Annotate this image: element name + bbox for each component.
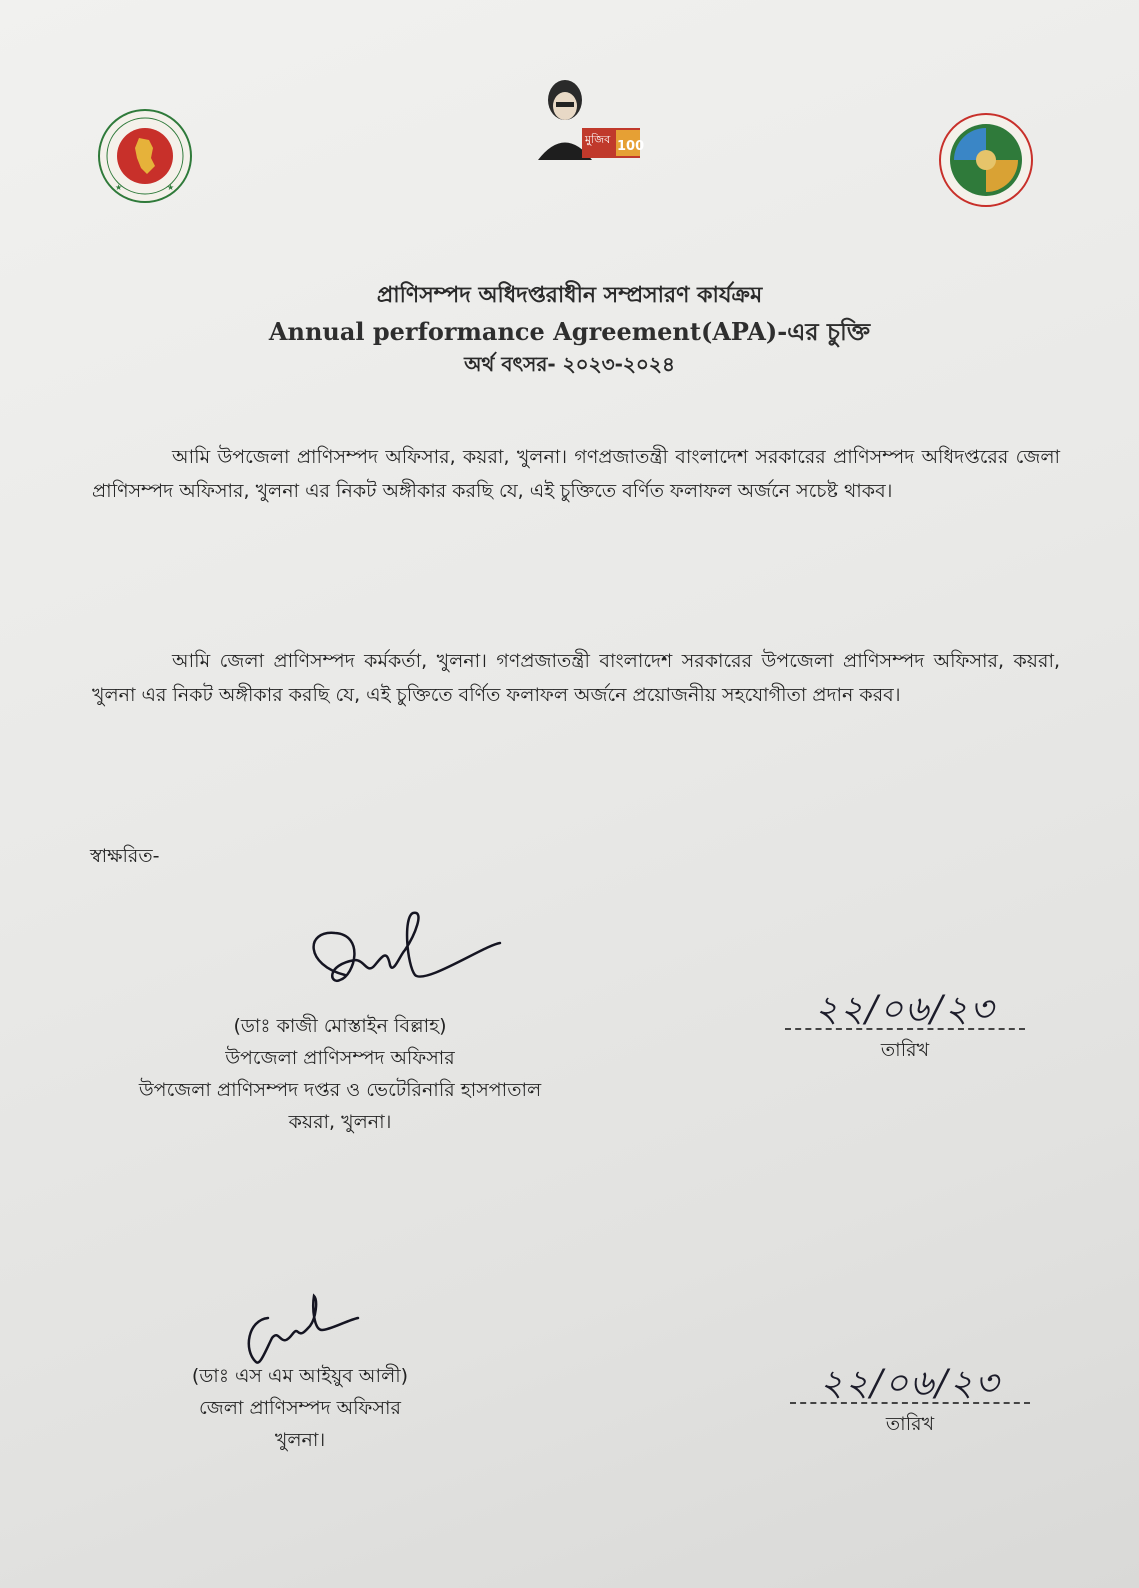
- date-label: তারিখ: [885, 1413, 935, 1435]
- agreement-title: Annual performance Agreement(APA)-এর চুক্তি: [268, 317, 871, 346]
- handwritten-date: ২২/০৬/২৩: [819, 1363, 1001, 1404]
- signatory-upazila-block: [95, 1010, 585, 1138]
- date-field-district: [785, 1356, 1035, 1442]
- signatory-name: (ডাঃ এস এম আইয়ুব আলী): [191, 1365, 409, 1387]
- signatory-office: উপজেলা প্রাণিসম্পদ দপ্তর ও ভেটেরিনারি হাসপাতাল: [138, 1079, 542, 1101]
- signatory-designation: উপজেলা প্রাণিসম্পদ অফিসার: [225, 1047, 455, 1069]
- svg-text:মুজিব: মুজিব: [585, 133, 611, 146]
- signatory-location: খুলনা।: [274, 1429, 326, 1451]
- signatory-district-block: [150, 1360, 450, 1456]
- signature-upazila-officer: [295, 905, 505, 1010]
- fiscal-year: অর্থ বৎসর- ২০২৩-২০২৪: [464, 352, 675, 376]
- svg-text:★: ★: [115, 183, 123, 192]
- svg-text:100: 100: [617, 139, 645, 154]
- date-field-upazila: [780, 982, 1030, 1068]
- program-title: প্রাণিসম্পদ অধিদপ্তরাধীন সম্প্রসারণ কার্যক্রম: [376, 283, 763, 308]
- government-seal: [97, 108, 193, 204]
- svg-text:★: ★: [167, 183, 175, 192]
- signatory-name: (ডাঃ কাজী মোস্তাইন বিল্লাহ): [233, 1015, 447, 1037]
- date-label: তারিখ: [880, 1039, 930, 1061]
- handwritten-date: ২২/০৬/২৩: [814, 989, 996, 1030]
- livestock-department-seal: [938, 112, 1034, 208]
- signature-district-officer: [238, 1290, 368, 1370]
- mujib-borsho-logo: [530, 70, 645, 165]
- signatory-location: কয়রা, খুলনা।: [288, 1111, 392, 1133]
- signed-label: স্বাক্ষরিত-: [90, 845, 160, 867]
- signatory-designation: জেলা প্রাণিসম্পদ অফিসার: [199, 1397, 401, 1419]
- pledge-paragraph-upazila: আমি উপজেলা প্রাণিসম্পদ অফিসার, কয়রা, খুলনা। গণপ্রজাতন্ত্রী বাংলাদেশ সরকারের প্রাণিসম্পদ অধিদপ্তরের জেলা প্রাণিসম্পদ অফিসার, খুলনা এর নিকট অঙ্গীকার করছি যে, এই চুক্তিতে বর্ণিত ফলাফল অর্জনে সচেষ্ট থাকব।: [92, 446, 1060, 502]
- pledge-paragraph-district: আমি জেলা প্রাণিসম্পদ কর্মকর্তা, খুলনা। গণপ্রজাতন্ত্রী বাংলাদেশ সরকারের উপজেলা প্রাণিসম্পদ অফিসার, কয়রা, খুলনা এর নিকট অঙ্গীকার করছি যে, এই চুক্তিতে বর্ণিত ফলাফল অর্জনে প্রয়োজনীয় সহযোগীতা প্রদান করব।: [92, 650, 1060, 706]
